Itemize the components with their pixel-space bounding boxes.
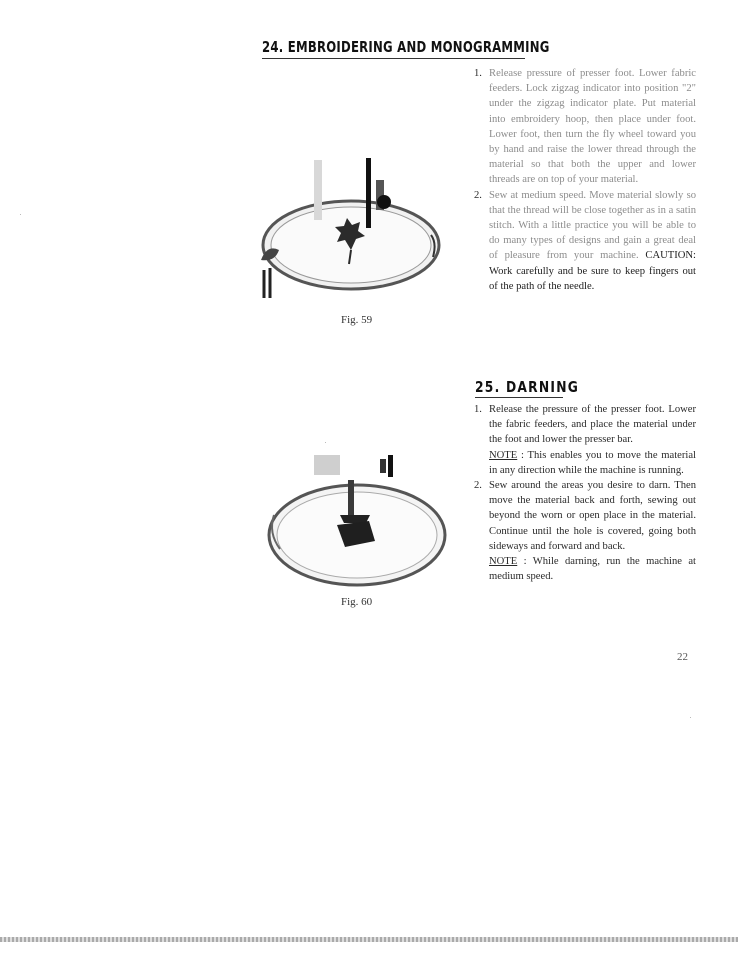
section-25-step-1 (474, 402, 696, 478)
step-number: 2. (474, 480, 482, 492)
section-24-step-1 (474, 66, 696, 188)
scan-speck (325, 442, 326, 443)
section-24-step-2 (474, 188, 696, 294)
section-24-heading-rule (262, 58, 525, 59)
step-text: Release the pressure of the presser foot. Lower the fabric feeders, and place the material under the foot and lower the presser bar. (489, 404, 696, 446)
scan-bottom-edge (0, 937, 738, 942)
section-25-step-2 (474, 478, 696, 584)
page-number: 22 (677, 651, 688, 663)
scan-speck (690, 717, 691, 718)
step-body (489, 188, 696, 294)
note-text: : While darning, run the machine at medium speed. (489, 556, 696, 583)
scan-speck (20, 214, 21, 215)
section-24-body (474, 66, 696, 294)
darning-hoop-illustration (262, 455, 452, 595)
section-24-heading: 24. EMBROIDERING AND MONOGRAMMING (262, 38, 550, 56)
step-number: 2. (474, 189, 482, 201)
note (489, 448, 696, 478)
step-text: Release pressure of presser foot. Lower fabric feeders. Lock zigzag indicator into position "2" under the zigzag indicator plate. Put material into embroidery hoop, then place under foot. Lower foot, then turn the fly wheel toward you by hand and raise the lower thread through the material so that both the upper and lower threads are on top of your material. (489, 68, 696, 186)
note-text: : This enables you to move the material in any direction while the machine is running. (489, 449, 696, 476)
section-25-heading-rule (475, 397, 563, 398)
section-25-heading: 25. DARNING (475, 378, 580, 396)
figure-59-caption: Fig. 59 (341, 314, 373, 326)
step-number: 1. (474, 404, 482, 415)
step-text: Sew at medium speed. Move material slowly so that the thread will be close together as in a satin stitch. With a little practice you will be able to do many types of designs and gain a great deal of pleasure from your machine. (489, 189, 696, 262)
figure-60-caption: Fig. 60 (341, 596, 373, 608)
section-25-body (474, 402, 696, 584)
step-body (489, 478, 696, 584)
note (489, 554, 696, 584)
caution-text: CAUTION: Work carefully and be sure to keep fingers out of the path of the needle. (489, 250, 696, 292)
step-text: Sew around the areas you desire to darn. Then move the material back and forth, sewing out beyond the worn or open place in the material. Continue until the hole is covered, going both sideways and forward and back. (489, 480, 696, 552)
step-number: 1. (474, 68, 482, 79)
note-label: NOTE (489, 449, 518, 461)
note-label: NOTE (489, 556, 518, 568)
step-body (489, 402, 696, 478)
embroidery-hoop-illustration (256, 150, 446, 310)
